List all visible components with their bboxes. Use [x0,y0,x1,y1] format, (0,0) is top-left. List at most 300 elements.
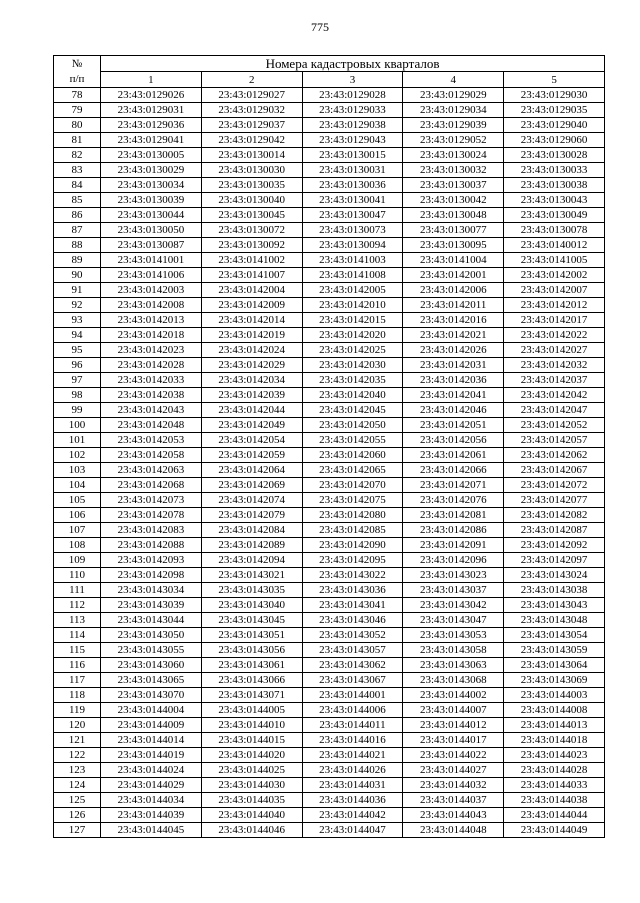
row-number-cell: 86 [54,208,101,223]
cadastral-number-cell: 23:43:0144033 [504,778,605,793]
table-row [54,613,605,628]
table-row [54,808,605,823]
table-row [54,373,605,388]
cadastral-number-cell: 23:43:0142038 [101,388,202,403]
cadastral-number-cell: 23:43:0144028 [504,763,605,778]
cadastral-number-cell: 23:43:0129030 [504,88,605,103]
row-number-cell: 96 [54,358,101,373]
table-row [54,793,605,808]
cadastral-number-cell: 23:43:0142056 [403,433,504,448]
row-number-cell: 110 [54,568,101,583]
cadastral-number-cell: 23:43:0141006 [101,268,202,283]
cadastral-number-cell: 23:43:0130036 [302,178,403,193]
cadastral-number-cell: 23:43:0130049 [504,208,605,223]
cadastral-number-cell: 23:43:0142042 [504,388,605,403]
cadastral-number-cell: 23:43:0142041 [403,388,504,403]
cadastral-number-cell: 23:43:0142088 [101,538,202,553]
row-number-cell: 88 [54,238,101,253]
cadastral-number-cell: 23:43:0142072 [504,478,605,493]
cadastral-number-cell: 23:43:0144001 [302,688,403,703]
cadastral-number-cell: 23:43:0129039 [403,118,504,133]
table-row [54,103,605,118]
table-row [54,343,605,358]
cadastral-number-cell: 23:43:0142081 [403,508,504,523]
row-number-cell: 125 [54,793,101,808]
cadastral-number-cell: 23:43:0142034 [201,373,302,388]
cadastral-number-cell: 23:43:0142047 [504,403,605,418]
cadastral-number-cell: 23:43:0143024 [504,568,605,583]
cadastral-number-cell: 23:43:0142003 [101,283,202,298]
cadastral-number-cell: 23:43:0142091 [403,538,504,553]
cadastral-number-cell: 23:43:0144006 [302,703,403,718]
cadastral-number-cell: 23:43:0129027 [201,88,302,103]
table-row [54,688,605,703]
cadastral-number-cell: 23:43:0143021 [201,568,302,583]
cadastral-number-cell: 23:43:0144024 [101,763,202,778]
cadastral-number-cell: 23:43:0142057 [504,433,605,448]
row-number-cell: 80 [54,118,101,133]
cadastral-number-cell: 23:43:0143070 [101,688,202,703]
cadastral-number-cell: 23:43:0142040 [302,388,403,403]
cadastral-number-cell: 23:43:0142016 [403,313,504,328]
cadastral-number-cell: 23:43:0143061 [201,658,302,673]
row-number-cell: 124 [54,778,101,793]
cadastral-number-cell: 23:43:0144029 [101,778,202,793]
row-number-cell: 89 [54,253,101,268]
cadastral-number-cell: 23:43:0129028 [302,88,403,103]
cadastral-number-cell: 23:43:0130028 [504,148,605,163]
table-row [54,238,605,253]
cadastral-number-cell: 23:43:0142093 [101,553,202,568]
cadastral-number-cell: 23:43:0144044 [504,808,605,823]
cadastral-number-cell: 23:43:0143068 [403,673,504,688]
cadastral-number-cell: 23:43:0144042 [302,808,403,823]
cadastral-number-cell: 23:43:0144034 [101,793,202,808]
cadastral-number-cell: 23:43:0142052 [504,418,605,433]
cadastral-number-cell: 23:43:0142071 [403,478,504,493]
table-row [54,388,605,403]
row-number-cell: 90 [54,268,101,283]
cadastral-number-cell: 23:43:0143047 [403,613,504,628]
cadastral-quarters-table [53,55,605,838]
cadastral-number-cell: 23:43:0141007 [201,268,302,283]
cadastral-number-cell: 23:43:0142045 [302,403,403,418]
table-row [54,598,605,613]
cadastral-number-cell: 23:43:0142023 [101,343,202,358]
cadastral-number-cell: 23:43:0142095 [302,553,403,568]
row-number-cell: 81 [54,133,101,148]
row-number-cell: 122 [54,748,101,763]
table-row [54,658,605,673]
cadastral-number-cell: 23:43:0142010 [302,298,403,313]
cadastral-number-cell: 23:43:0142079 [201,508,302,523]
table-row [54,163,605,178]
cadastral-number-cell: 23:43:0142075 [302,493,403,508]
cadastral-number-cell: 23:43:0142043 [101,403,202,418]
table-row [54,193,605,208]
row-number-cell: 85 [54,193,101,208]
cadastral-number-cell: 23:43:0130048 [403,208,504,223]
cadastral-number-cell: 23:43:0142070 [302,478,403,493]
cadastral-number-cell: 23:43:0142087 [504,523,605,538]
cadastral-number-cell: 23:43:0142018 [101,328,202,343]
table-row [54,268,605,283]
cadastral-number-cell: 23:43:0142080 [302,508,403,523]
cadastral-number-cell: 23:43:0130039 [101,193,202,208]
row-number-cell: 109 [54,553,101,568]
cadastral-number-cell: 23:43:0130078 [504,223,605,238]
cadastral-number-cell: 23:43:0144005 [201,703,302,718]
table-body [54,88,605,838]
cadastral-number-cell: 23:43:0129060 [504,133,605,148]
cadastral-number-cell: 23:43:0143044 [101,613,202,628]
cadastral-number-cell: 23:43:0143037 [403,583,504,598]
cadastral-number-cell: 23:43:0144018 [504,733,605,748]
cadastral-number-cell: 23:43:0142036 [403,373,504,388]
row-number-cell: 123 [54,763,101,778]
cadastral-number-cell: 23:43:0142039 [201,388,302,403]
row-number-cell: 111 [54,583,101,598]
cadastral-number-cell: 23:43:0144048 [403,823,504,838]
cadastral-number-cell: 23:43:0142089 [201,538,302,553]
row-number-cell: 103 [54,463,101,478]
table-row [54,133,605,148]
cadastral-number-cell: 23:43:0144047 [302,823,403,838]
cadastral-number-cell: 23:43:0144049 [504,823,605,838]
cadastral-number-cell: 23:43:0130077 [403,223,504,238]
row-number-cell: 120 [54,718,101,733]
cadastral-number-cell: 23:43:0142049 [201,418,302,433]
cadastral-number-cell: 23:43:0143046 [302,613,403,628]
cadastral-number-cell: 23:43:0142085 [302,523,403,538]
cadastral-number-cell: 23:43:0143045 [201,613,302,628]
cadastral-number-cell: 23:43:0130042 [403,193,504,208]
cadastral-number-cell: 23:43:0144040 [201,808,302,823]
cadastral-number-cell: 23:43:0130033 [504,163,605,178]
cadastral-number-cell: 23:43:0144020 [201,748,302,763]
cadastral-number-cell: 23:43:0143060 [101,658,202,673]
row-number-cell: 106 [54,508,101,523]
cadastral-number-cell: 23:43:0143054 [504,628,605,643]
cadastral-number-cell: 23:43:0144026 [302,763,403,778]
cadastral-number-cell: 23:43:0144008 [504,703,605,718]
cadastral-number-cell: 23:43:0142097 [504,553,605,568]
cadastral-number-cell: 23:43:0129026 [101,88,202,103]
row-number-cell: 91 [54,283,101,298]
column-header: 4 [403,72,504,88]
cadastral-number-cell: 23:43:0142055 [302,433,403,448]
cadastral-number-cell: 23:43:0142066 [403,463,504,478]
cadastral-number-cell: 23:43:0141004 [403,253,504,268]
cadastral-number-cell: 23:43:0143051 [201,628,302,643]
cadastral-number-cell: 23:43:0142073 [101,493,202,508]
cadastral-number-cell: 23:43:0144016 [302,733,403,748]
cadastral-number-cell: 23:43:0142024 [201,343,302,358]
cadastral-number-cell: 23:43:0142086 [403,523,504,538]
row-number-cell: 97 [54,373,101,388]
row-number-cell: 126 [54,808,101,823]
cadastral-number-cell: 23:43:0142078 [101,508,202,523]
cadastral-number-cell: 23:43:0143052 [302,628,403,643]
cadastral-number-cell: 23:43:0141008 [302,268,403,283]
cadastral-number-cell: 23:43:0130014 [201,148,302,163]
cadastral-number-cell: 23:43:0143057 [302,643,403,658]
cadastral-number-cell: 23:43:0142006 [403,283,504,298]
row-number-cell: 87 [54,223,101,238]
row-number-cell: 127 [54,823,101,838]
cadastral-number-cell: 23:43:0129029 [403,88,504,103]
cadastral-number-cell: 23:43:0130072 [201,223,302,238]
cadastral-number-cell: 23:43:0142067 [504,463,605,478]
table-row [54,703,605,718]
cadastral-number-cell: 23:43:0142044 [201,403,302,418]
table-row [54,628,605,643]
cadastral-number-cell: 23:43:0144017 [403,733,504,748]
row-number-cell: 78 [54,88,101,103]
cadastral-number-cell: 23:43:0142012 [504,298,605,313]
cadastral-number-cell: 23:43:0130038 [504,178,605,193]
cadastral-number-cell: 23:43:0129052 [403,133,504,148]
cadastral-number-cell: 23:43:0143062 [302,658,403,673]
cadastral-number-cell: 23:43:0142058 [101,448,202,463]
cadastral-number-cell: 23:43:0144022 [403,748,504,763]
cadastral-number-cell: 23:43:0144013 [504,718,605,733]
cadastral-number-cell: 23:43:0142084 [201,523,302,538]
cadastral-number-cell: 23:43:0130040 [201,193,302,208]
cadastral-number-cell: 23:43:0141002 [201,253,302,268]
cadastral-number-cell: 23:43:0129042 [201,133,302,148]
cadastral-number-cell: 23:43:0143022 [302,568,403,583]
row-number-cell: 93 [54,313,101,328]
cadastral-number-cell: 23:43:0142068 [101,478,202,493]
cadastral-number-cell: 23:43:0142028 [101,358,202,373]
cadastral-number-cell: 23:43:0144046 [201,823,302,838]
cadastral-number-cell: 23:43:0129034 [403,103,504,118]
cadastral-number-cell: 23:43:0129035 [504,103,605,118]
cadastral-number-cell: 23:43:0142029 [201,358,302,373]
cadastral-number-cell: 23:43:0142015 [302,313,403,328]
cadastral-number-cell: 23:43:0142027 [504,343,605,358]
cadastral-number-cell: 23:43:0142083 [101,523,202,538]
row-number-cell: 112 [54,598,101,613]
row-number-header-bottom: п/п [69,72,85,85]
row-number-cell: 105 [54,493,101,508]
cadastral-number-cell: 23:43:0143036 [302,583,403,598]
cadastral-number-cell: 23:43:0142032 [504,358,605,373]
cadastral-number-cell: 23:43:0143039 [101,598,202,613]
cadastral-number-cell: 23:43:0144014 [101,733,202,748]
cadastral-number-cell: 23:43:0143067 [302,673,403,688]
table-row [54,298,605,313]
table-row [54,673,605,688]
row-number-cell: 83 [54,163,101,178]
cadastral-number-cell: 23:43:0142020 [302,328,403,343]
cadastral-number-cell: 23:43:0142061 [403,448,504,463]
cadastral-number-cell: 23:43:0129037 [201,118,302,133]
table-row [54,403,605,418]
table-title: Номера кадастровых кварталов [101,56,605,72]
table-row [54,328,605,343]
cadastral-number-cell: 23:43:0129038 [302,118,403,133]
cadastral-number-cell: 23:43:0144003 [504,688,605,703]
cadastral-number-cell: 23:43:0143050 [101,628,202,643]
cadastral-number-cell: 23:43:0143066 [201,673,302,688]
cadastral-number-cell: 23:43:0142076 [403,493,504,508]
cadastral-number-cell: 23:43:0144007 [403,703,504,718]
table-row [54,763,605,778]
table-row [54,208,605,223]
table-row [54,88,605,103]
cadastral-number-cell: 23:43:0130034 [101,178,202,193]
cadastral-number-cell: 23:43:0142001 [403,268,504,283]
cadastral-number-cell: 23:43:0143065 [101,673,202,688]
cadastral-number-cell: 23:43:0144012 [403,718,504,733]
cadastral-number-cell: 23:43:0142033 [101,373,202,388]
row-number-header-top: № [71,57,83,70]
cadastral-number-cell: 23:43:0130044 [101,208,202,223]
cadastral-number-cell: 23:43:0142050 [302,418,403,433]
cadastral-number-cell: 23:43:0142048 [101,418,202,433]
cadastral-number-cell: 23:43:0143063 [403,658,504,673]
cadastral-number-cell: 23:43:0142059 [201,448,302,463]
cadastral-number-cell: 23:43:0144025 [201,763,302,778]
cadastral-number-cell: 23:43:0142021 [403,328,504,343]
cadastral-number-cell: 23:43:0142025 [302,343,403,358]
table-row [54,118,605,133]
cadastral-number-cell: 23:43:0130030 [201,163,302,178]
cadastral-number-cell: 23:43:0142060 [302,448,403,463]
table-row [54,178,605,193]
row-number-cell: 107 [54,523,101,538]
cadastral-number-cell: 23:43:0142026 [403,343,504,358]
cadastral-number-cell: 23:43:0144004 [101,703,202,718]
table-row [54,148,605,163]
cadastral-number-cell: 23:43:0143040 [201,598,302,613]
cadastral-number-cell: 23:43:0130032 [403,163,504,178]
cadastral-number-cell: 23:43:0142064 [201,463,302,478]
row-number-cell: 101 [54,433,101,448]
table-row [54,583,605,598]
cadastral-number-cell: 23:43:0142069 [201,478,302,493]
row-number-cell: 116 [54,658,101,673]
cadastral-number-cell: 23:43:0144030 [201,778,302,793]
row-number-cell: 79 [54,103,101,118]
cadastral-number-cell: 23:43:0144027 [403,763,504,778]
cadastral-number-cell: 23:43:0144045 [101,823,202,838]
table-row [54,823,605,838]
table-row [54,223,605,238]
cadastral-number-cell: 23:43:0142092 [504,538,605,553]
table-row [54,418,605,433]
row-number-cell: 98 [54,388,101,403]
cadastral-number-cell: 23:43:0143056 [201,643,302,658]
cadastral-number-cell: 23:43:0129041 [101,133,202,148]
cadastral-number-cell: 23:43:0130037 [403,178,504,193]
table-row [54,283,605,298]
cadastral-number-cell: 23:43:0130043 [504,193,605,208]
cadastral-number-cell: 23:43:0142005 [302,283,403,298]
cadastral-number-cell: 23:43:0130005 [101,148,202,163]
cadastral-number-cell: 23:43:0129032 [201,103,302,118]
row-number-cell: 115 [54,643,101,658]
cadastral-number-cell: 23:43:0142074 [201,493,302,508]
cadastral-number-cell: 23:43:0130087 [101,238,202,253]
table-row [54,748,605,763]
cadastral-number-cell: 23:43:0142051 [403,418,504,433]
cadastral-number-cell: 23:43:0144036 [302,793,403,808]
cadastral-number-cell: 23:43:0143053 [403,628,504,643]
cadastral-number-cell: 23:43:0142096 [403,553,504,568]
cadastral-number-cell: 23:43:0143058 [403,643,504,658]
table-row [54,733,605,748]
row-number-cell: 84 [54,178,101,193]
cadastral-number-cell: 23:43:0142082 [504,508,605,523]
cadastral-number-cell: 23:43:0141005 [504,253,605,268]
cadastral-number-cell: 23:43:0130095 [403,238,504,253]
table-row [54,718,605,733]
cadastral-number-cell: 23:43:0142013 [101,313,202,328]
cadastral-number-cell: 23:43:0144019 [101,748,202,763]
cadastral-number-cell: 23:43:0144010 [201,718,302,733]
row-number-cell: 102 [54,448,101,463]
cadastral-number-cell: 23:43:0144038 [504,793,605,808]
cadastral-number-cell: 23:43:0130047 [302,208,403,223]
cadastral-number-cell: 23:43:0144039 [101,808,202,823]
cadastral-number-cell: 23:43:0144021 [302,748,403,763]
cadastral-number-cell: 23:43:0142019 [201,328,302,343]
cadastral-number-cell: 23:43:0141001 [101,253,202,268]
column-header: 3 [302,72,403,88]
cadastral-number-cell: 23:43:0129040 [504,118,605,133]
table-row [54,253,605,268]
cadastral-number-cell: 23:43:0143048 [504,613,605,628]
cadastral-number-cell: 23:43:0143042 [403,598,504,613]
column-header: 2 [201,72,302,88]
cadastral-number-cell: 23:43:0142031 [403,358,504,373]
row-number-cell: 104 [54,478,101,493]
column-header: 1 [101,72,202,88]
cadastral-number-cell: 23:43:0144043 [403,808,504,823]
cadastral-number-cell: 23:43:0130024 [403,148,504,163]
cadastral-number-cell: 23:43:0143069 [504,673,605,688]
cadastral-number-cell: 23:43:0142011 [403,298,504,313]
cadastral-number-cell: 23:43:0141003 [302,253,403,268]
cadastral-number-cell: 23:43:0130031 [302,163,403,178]
cadastral-number-cell: 23:43:0144002 [403,688,504,703]
cadastral-number-cell: 23:43:0144011 [302,718,403,733]
row-number-cell: 119 [54,703,101,718]
cadastral-number-cell: 23:43:0142063 [101,463,202,478]
cadastral-number-cell: 23:43:0142017 [504,313,605,328]
cadastral-number-cell: 23:43:0130045 [201,208,302,223]
cadastral-number-cell: 23:43:0143035 [201,583,302,598]
row-number-cell: 121 [54,733,101,748]
row-number-cell: 117 [54,673,101,688]
table-row [54,433,605,448]
cadastral-number-cell: 23:43:0129033 [302,103,403,118]
cadastral-number-cell: 23:43:0142009 [201,298,302,313]
cadastral-number-cell: 23:43:0142098 [101,568,202,583]
row-number-cell: 99 [54,403,101,418]
table-row [54,313,605,328]
cadastral-number-cell: 23:43:0130092 [201,238,302,253]
cadastral-number-cell: 23:43:0130029 [101,163,202,178]
cadastral-number-cell: 23:43:0129036 [101,118,202,133]
table-row [54,538,605,553]
cadastral-number-cell: 23:43:0130050 [101,223,202,238]
cadastral-number-cell: 23:43:0143043 [504,598,605,613]
row-number-header [54,56,101,88]
